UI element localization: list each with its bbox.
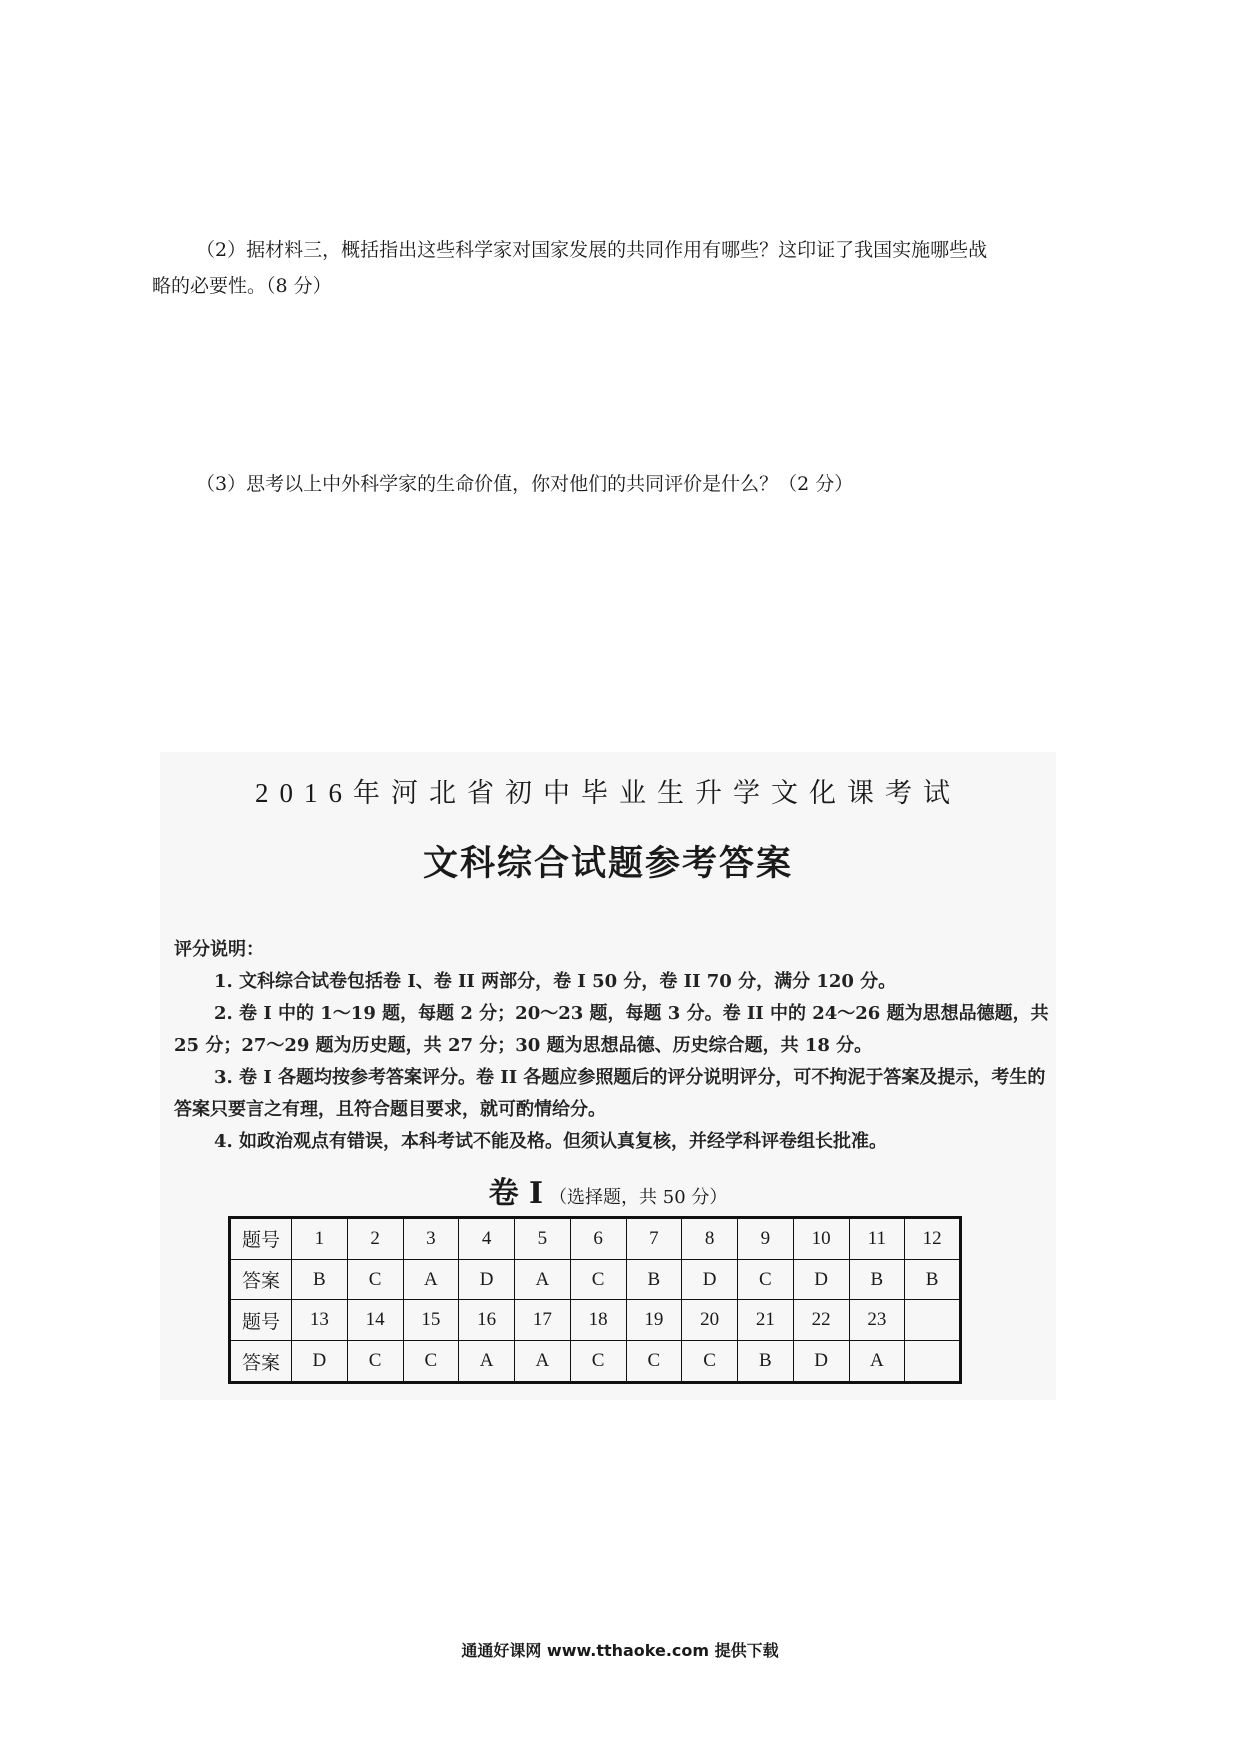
table-cell: C [738,1259,794,1300]
table-cell: 19 [626,1300,682,1341]
table-cell: 11 [849,1218,905,1260]
scoring-note-3: 3. 卷 I 各题均按参考答案评分。卷 II 各题应参照题后的评分说明评分，可不拘泥于答案及提示，考生的答案只要言之有理，且符合题目要求，就可酌情给分。 [174,1067,1046,1120]
table-cell [905,1341,961,1383]
section-title: 卷 I [488,1176,544,1211]
scoring-note-1: 1. 文科综合试卷包括卷 I、卷 II 两部分，卷 I 50 分，卷 II 70 分，满分 120 分。 [214,971,897,992]
table-cell: C [347,1259,403,1300]
table-row [230,1300,961,1341]
table-cell: 14 [347,1300,403,1341]
question-3-text: （3）思考以上中外科学家的生命价值，你对他们的共同评价是什么？（2 分） [196,473,854,495]
table-cell: 18 [570,1300,626,1341]
page-footer: 通通好课网 www.tthaoke.com 提供下载 [461,1641,779,1660]
question-3 [152,466,1112,502]
table-row-header: 答案 [230,1341,292,1383]
scoring-notes-heading: 评分说明： [174,939,264,960]
table-row-header: 题号 [230,1218,292,1260]
table-cell: 8 [682,1218,738,1260]
table-cell: D [292,1341,348,1383]
table-cell: A [515,1259,571,1300]
answer-sheet-title: 2016年河北省初中毕业生升学文化课考试 [255,778,961,808]
table-cell: 17 [515,1300,571,1341]
table-cell: 6 [570,1218,626,1260]
table-cell: 3 [403,1218,459,1260]
table-cell: 21 [738,1300,794,1341]
table-cell: C [347,1341,403,1383]
question-2-line-1: （2）据材料三，概括指出这些科学家对国家发展的共同作用有哪些？这印证了我国实施哪些战 [196,239,988,261]
scoring-note-4: 4. 如政治观点有错误，本科考试不能及格。但须认真复核，并经学科评卷组长批准。 [214,1131,888,1152]
table-cell: C [570,1341,626,1383]
section-subtitle: （选择题，共 50 分） [549,1187,728,1208]
table-row [230,1341,961,1383]
table-cell: 4 [459,1218,515,1260]
table-cell: 15 [403,1300,459,1341]
table-cell: C [570,1259,626,1300]
question-2 [152,232,1112,304]
table-cell: 16 [459,1300,515,1341]
table-cell: B [292,1259,348,1300]
section-heading [160,1168,1056,1212]
table-row [230,1259,961,1300]
table-row [230,1218,961,1260]
table-cell: C [403,1341,459,1383]
table-cell: D [459,1259,515,1300]
answer-sheet-subtitle: 文科综合试题参考答案 [422,844,793,884]
question-2-line-2: 略的必要性。（8 分） [152,275,332,297]
table-cell: 22 [793,1300,849,1341]
table-cell: B [738,1341,794,1383]
table-cell: C [682,1341,738,1383]
table-cell: A [515,1341,571,1383]
table-cell: 7 [626,1218,682,1260]
table-cell: 1 [292,1218,348,1260]
table-row-header: 答案 [230,1259,292,1300]
table-cell: C [626,1341,682,1383]
table-cell: 23 [849,1300,905,1341]
table-cell: D [793,1259,849,1300]
scoring-note-2: 2. 卷 I 中的 1～19 题，每题 2 分；20～23 题，每题 3 分。卷 II 中的 24～26 题为思想品德题，共 25 分；27～29 题为历史题，共 27 分；30 题为思想品德、历史综合题，共 18 分。 [174,1003,1049,1056]
table-cell: 5 [515,1218,571,1260]
answer-table [228,1216,962,1384]
table-cell: A [403,1259,459,1300]
table-cell: D [682,1259,738,1300]
table-cell: 10 [793,1218,849,1260]
table-cell: D [793,1341,849,1383]
table-cell: 20 [682,1300,738,1341]
table-cell: 2 [347,1218,403,1260]
table-cell: A [459,1341,515,1383]
table-cell: 13 [292,1300,348,1341]
table-cell: 9 [738,1218,794,1260]
table-cell: B [905,1259,961,1300]
answer-sheet-image [160,752,1056,1400]
table-cell: A [849,1341,905,1383]
scoring-notes [174,934,1054,1158]
table-row-header: 题号 [230,1300,292,1341]
table-cell: B [626,1259,682,1300]
table-cell: B [849,1259,905,1300]
table-cell [905,1300,961,1341]
table-cell: 12 [905,1218,961,1260]
